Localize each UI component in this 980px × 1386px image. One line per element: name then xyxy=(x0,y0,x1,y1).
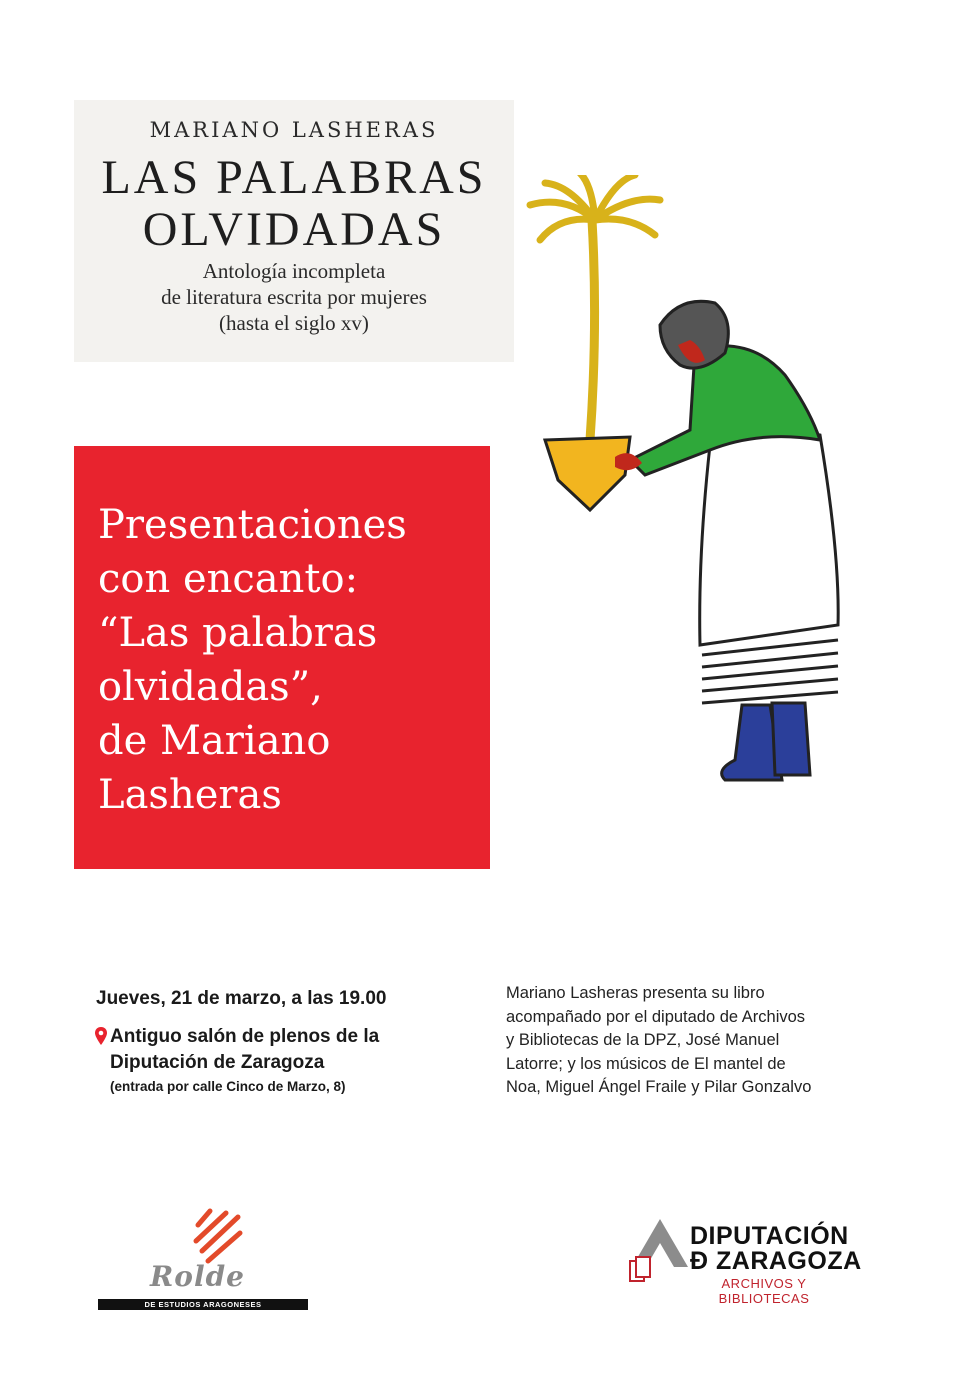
right-boot xyxy=(772,703,810,775)
book-subtitle-line3: (hasta el siglo xv) xyxy=(219,311,369,335)
location-pin-icon xyxy=(94,1026,108,1046)
event-date: Jueves, 21 de marzo, a las 19.00 xyxy=(96,988,387,1009)
venue-line1: Antiguo salón de plenos de la xyxy=(110,1026,380,1047)
description-line: Noa, Miguel Ángel Fraile y Pilar Gonzalvo xyxy=(506,1078,812,1096)
rolde-wordmark: Rolde xyxy=(150,1260,245,1293)
book-author: MARIANO LASHERAS xyxy=(149,118,439,142)
dpz-name-line2: Ð ZARAGOZA xyxy=(690,1247,862,1275)
headline-line: con encanto: xyxy=(98,556,359,602)
headline-line: de Mariano xyxy=(98,718,331,764)
description-line: Mariano Lasheras presenta su libro xyxy=(506,984,765,1002)
headline-line: olvidadas”, xyxy=(98,664,323,710)
dpz-name-line1: DIPUTACIÓN xyxy=(690,1222,849,1250)
dress-stripes xyxy=(702,640,838,703)
book-subtitle-line1: Antología incompleta xyxy=(202,259,386,283)
book-title-line1: LAS PALABRAS xyxy=(101,151,487,204)
description-line: y Bibliotecas de la DPZ, José Manuel xyxy=(506,1031,780,1049)
dpz-dept-line1: ARCHIVOS Y xyxy=(721,1276,807,1291)
book-subtitle-line2: de literatura escrita por mujeres xyxy=(161,285,427,309)
description-line: Latorre; y los músicos de El mantel de xyxy=(506,1054,786,1073)
description-line: acompañado por el diputado de Archivos xyxy=(506,1007,806,1026)
event-venue xyxy=(110,1024,379,1076)
headline-line: Lasheras xyxy=(98,772,282,818)
bowl-shape xyxy=(545,437,630,510)
palm-trunk xyxy=(590,220,595,440)
event-description xyxy=(506,982,906,1100)
book-title-line2: OLVIDADAS xyxy=(142,203,446,256)
woman-with-palm-illustration xyxy=(520,175,860,795)
dress-skirt xyxy=(700,432,838,645)
headline-line: Presentaciones xyxy=(98,502,407,548)
event-entrance: (entrada por calle Cinco de Marzo, 8) xyxy=(110,1079,346,1094)
headline-line: “Las palabras xyxy=(98,610,378,656)
venue-line2: Diputación de Zaragoza xyxy=(110,1052,325,1073)
dpz-triangle-books-icon xyxy=(628,1217,692,1287)
dpz-dept-line2: BIBLIOTECAS xyxy=(718,1291,810,1306)
event-headline xyxy=(98,498,478,822)
rolde-tagline: DE ESTUDIOS ARAGONESES xyxy=(98,1299,308,1310)
